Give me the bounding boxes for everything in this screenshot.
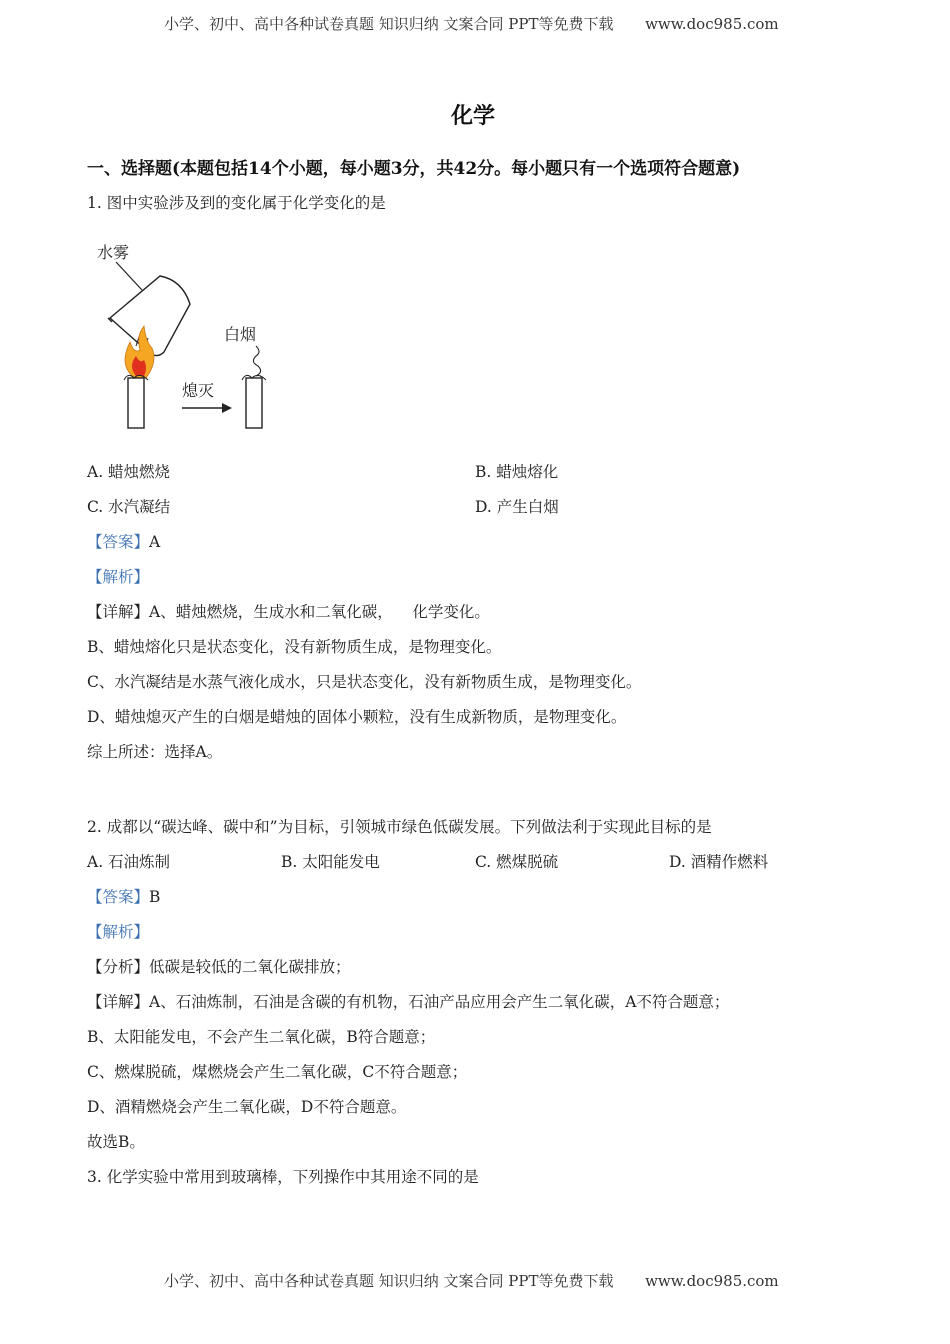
q2-detail (87, 990, 729, 1012)
q2-answer-value: B (149, 888, 161, 906)
q1-line-c: C、水汽凝结是水蒸气液化成水，只是状态变化，没有新物质生成，是物理变化。 (87, 673, 642, 691)
figure-label-mist: 水雾 (97, 243, 130, 262)
q2-fenxi (87, 955, 351, 977)
q1-figure (90, 238, 280, 438)
q2-option-c: C. 燃煤脱硫 (475, 853, 559, 871)
candle-right-icon (242, 375, 266, 428)
q1-summary: 综上所述：选择A。 (87, 743, 223, 761)
q2-option-a: A. 石油炼制 (87, 853, 171, 871)
q1-stem: 1. 图中实验涉及到的变化属于化学变化的是 (87, 194, 386, 212)
q2-analysis-tag: 【解析】 (87, 923, 150, 941)
candle-left-icon (124, 375, 148, 428)
q2-line-b: B、太阳能发电，不会产生二氧化碳，B符合题意； (87, 1028, 436, 1046)
q1-detail (87, 600, 490, 622)
smoke-icon (253, 346, 260, 376)
footer-url[interactable]: www.doc985.com (645, 1272, 779, 1290)
q2-detail-text: A、石油炼制，石油是含碳的有机物，石油产品应用会产生二氧化碳，A不符合题意； (149, 993, 730, 1011)
q2-line-d: D、酒精燃烧会产生二氧化碳，D不符合题意。 (87, 1098, 407, 1116)
q2-option-b: B. 太阳能发电 (281, 853, 380, 871)
q2-detail-tag: 【详解】 (87, 993, 150, 1011)
q1-detail-text: A、蜡烛燃烧，生成水和二氧化碳， 化学变化。 (149, 603, 490, 621)
arrow-right-icon (182, 403, 232, 413)
section-heading: 一、选择题(本题包括14个小题，每小题3分，共42分。每小题只有一个选项符合题意) (87, 159, 741, 179)
q1-line-b: B、蜡烛熔化只是状态变化，没有新物质生成，是物理变化。 (87, 638, 502, 656)
q3-stem: 3. 化学实验中常用到玻璃棒，下列操作中其用途不同的是 (87, 1168, 479, 1186)
q1-answer-value: A (149, 533, 161, 551)
footer-text: 小学、初中、高中各种试卷真题 知识归纳 文案合同 PPT等免费下载 (164, 1272, 614, 1290)
q1-option-c: C. 水汽凝结 (87, 498, 171, 516)
q2-fenxi-text: 低碳是较低的二氧化碳排放； (149, 958, 351, 976)
q2-fenxi-tag: 【分析】 (87, 958, 150, 976)
q2-answer-tag: 【答案】 (87, 888, 150, 906)
q1-answer-tag: 【答案】 (87, 533, 150, 551)
q2-line-c: C、燃煤脱硫，煤燃烧会产生二氧化碳，C不符合题意； (87, 1063, 468, 1081)
q1-analysis-tag: 【解析】 (87, 568, 150, 586)
q1-line-d: D、蜡烛熄灭产生的白烟是蜡烛的固体小颗粒，没有生成新物质，是物理变化。 (87, 708, 627, 726)
document-title: 化学 (451, 103, 496, 129)
q1-option-d: D. 产生白烟 (475, 498, 559, 516)
header-text: 小学、初中、高中各种试卷真题 知识归纳 文案合同 PPT等免费下载 (164, 15, 614, 33)
figure-label-extinguish: 熄灭 (182, 381, 215, 400)
q1-answer (87, 530, 160, 552)
q2-answer (87, 885, 160, 907)
q1-option-b: B. 蜡烛熔化 (475, 463, 559, 481)
q2-summary: 故选B。 (87, 1133, 145, 1151)
page-header (164, 13, 779, 34)
page-footer (164, 1270, 779, 1291)
mist-pointer-line (116, 262, 142, 290)
q2-option-d: D. 酒精作燃料 (669, 853, 769, 871)
header-url[interactable]: www.doc985.com (645, 15, 779, 33)
q2-stem: 2. 成都以“碳达峰、碳中和”为目标，引领城市绿色低碳发展。下列做法利于实现此目标的是 (87, 818, 712, 836)
q1-detail-tag: 【详解】 (87, 603, 150, 621)
figure-label-smoke: 白烟 (224, 325, 257, 344)
q1-option-a: A. 蜡烛燃烧 (87, 463, 171, 481)
